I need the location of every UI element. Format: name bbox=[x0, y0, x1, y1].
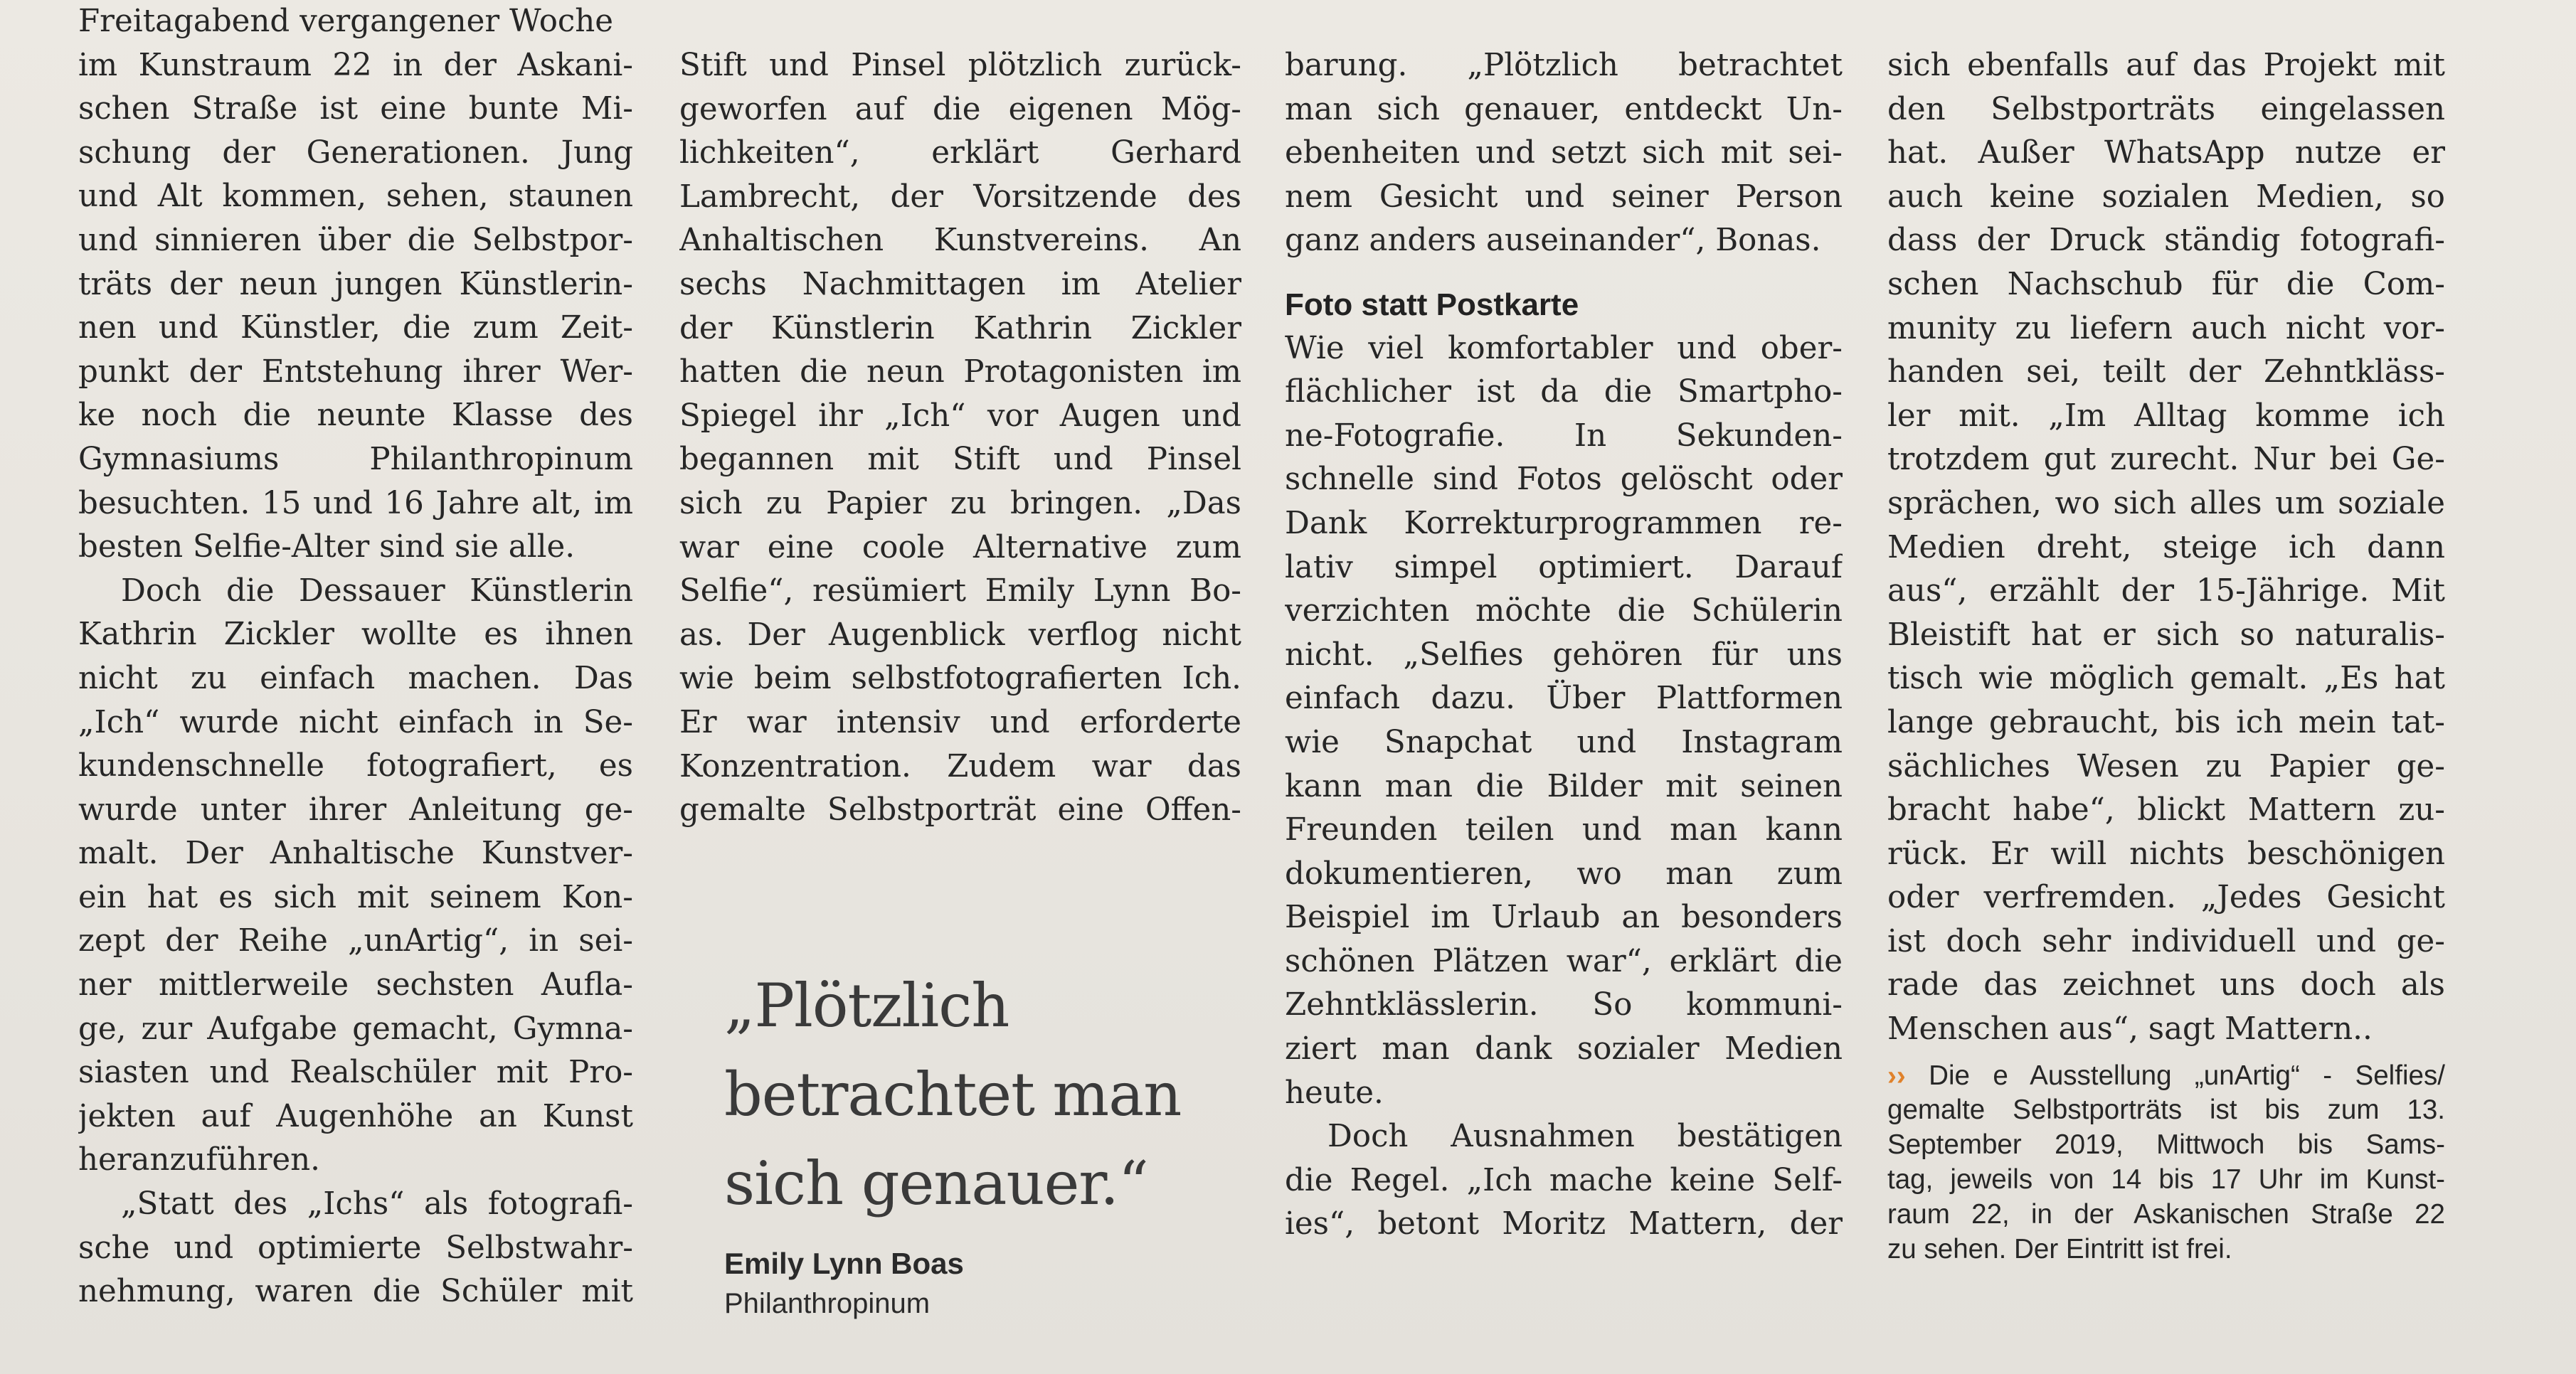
text-line: die Regel. „Ich mache keine Self- bbox=[1285, 1162, 1843, 1198]
text-line: ge, zur Aufgabe gemacht, Gymna- bbox=[78, 1011, 633, 1047]
text-line: lange gebraucht, bis ich mein tat- bbox=[1887, 704, 2445, 740]
text-line: im Kunstraum 22 in der Askani- bbox=[78, 47, 633, 83]
text-line: wie beim selbstfotografierten Ich. bbox=[679, 661, 1241, 697]
text-line: rück. Er will nichts beschönigen bbox=[1887, 836, 2445, 872]
text-line: sprächen, wo sich alles um soziale bbox=[1887, 485, 2445, 521]
text-line: kundenschnelle fotografiert, es bbox=[78, 748, 633, 784]
text-line: trotzdem gut zurecht. Nur bei Ge- bbox=[1887, 442, 2445, 478]
text-line: handen sei, teilt der Zehntkläss- bbox=[1887, 354, 2445, 390]
text-line: sächliches Wesen zu Papier ge- bbox=[1887, 748, 2445, 784]
text-line: Beispiel im Urlaub an besonders bbox=[1285, 900, 1843, 936]
text-line: der Künstlerin Kathrin Zickler bbox=[679, 310, 1241, 346]
text-line: aus“, erzählt der 15-Jährige. Mit bbox=[1887, 573, 2445, 609]
text-line: Gymnasiums Philanthropinum bbox=[78, 441, 633, 477]
info-line: tag, jeweils von 14 bis 17 Uhr im Kunst- bbox=[1887, 1164, 2445, 1195]
info-line: gemalte Selbstporträts ist bis zum 13. bbox=[1887, 1095, 2445, 1126]
article-column-2 bbox=[679, 0, 1241, 833]
article-column-3 bbox=[1285, 0, 1843, 1247]
exhibition-info-box bbox=[1887, 1059, 2445, 1267]
text-line: Selfie“, resümiert Emily Lynn Bo- bbox=[679, 573, 1241, 609]
text-line: sich ebenfalls auf das Projekt mit bbox=[1887, 48, 2445, 83]
text-line: und Alt kommen, sehen, staunen bbox=[78, 179, 633, 215]
text-line: Kathrin Zickler wollte es ihnen bbox=[78, 617, 633, 653]
text-line: ist doch sehr individuell und ge- bbox=[1887, 923, 2445, 959]
text-line: dokumentieren, wo man zum bbox=[1285, 856, 1843, 892]
text-line: siasten und Realschüler mit Pro- bbox=[78, 1055, 633, 1091]
text-line: Doch Ausnahmen bestätigen bbox=[1327, 1119, 1843, 1155]
text-line: Lambrecht, der Vorsitzende des bbox=[679, 179, 1241, 215]
text-line: auch keine sozialen Medien, so bbox=[1887, 179, 2445, 215]
text-line: ke noch die neunte Klasse des bbox=[78, 398, 633, 434]
text-line: verzichten möchte die Schülerin bbox=[1285, 593, 1843, 629]
spacer bbox=[1887, 0, 2445, 44]
pull-quote-line: betrachtet man bbox=[724, 1060, 1182, 1129]
text-line: as. Der Augenblick verflog nicht bbox=[679, 617, 1241, 653]
text-line: oder verfremden. „Jedes Gesicht bbox=[1887, 880, 2445, 916]
text-line: wie Snapchat und Instagram bbox=[1285, 724, 1843, 760]
text-line: besuchten. 15 und 16 Jahre alt, im bbox=[78, 485, 633, 521]
text-line: Menschen aus“, sagt Mattern.. bbox=[1887, 1011, 2373, 1048]
text-line: einfach dazu. Über Plattformen bbox=[1285, 681, 1843, 717]
pull-quote bbox=[724, 962, 1222, 1320]
text-line: ne-Fotografie. In Sekunden- bbox=[1285, 417, 1843, 454]
article-column-1 bbox=[78, 0, 633, 1314]
text-line: nehmung, waren die Schüler mit bbox=[78, 1274, 633, 1310]
text-line: Anhaltischen Kunstvereins. An bbox=[679, 223, 1241, 259]
text-line: Dank Korrekturprogrammen re- bbox=[1285, 505, 1843, 541]
text-line: malt. Der Anhaltische Kunstver- bbox=[78, 836, 633, 872]
text-line: flächlicher ist da die Smartpho- bbox=[1285, 374, 1843, 410]
text-line: war eine coole Alternative zum bbox=[679, 529, 1241, 565]
text-line: heute. bbox=[1285, 1075, 1384, 1111]
spacer bbox=[1285, 263, 1843, 283]
text-line: munity zu liefern auch nicht vor- bbox=[1887, 310, 2445, 346]
text-line: Zehntklässlerin. So kommuni- bbox=[1285, 987, 1843, 1023]
text-line: barung. „Plötzlich betrachtet bbox=[1285, 48, 1843, 83]
pull-quote-line: sich genauer.“ bbox=[724, 1149, 1148, 1218]
text-line: punkt der Entstehung ihrer Wer- bbox=[78, 353, 633, 390]
text-line: ner mittlerweile sechsten Aufla- bbox=[78, 967, 633, 1003]
text-line: den Selbstporträts eingelassen bbox=[1887, 91, 2445, 127]
text-line: nem Gesicht und seiner Person bbox=[1285, 179, 1843, 215]
text-line: sche und optimierte Selbstwahr- bbox=[78, 1230, 633, 1266]
pull-quote-affiliation: Philanthropinum bbox=[724, 1288, 931, 1319]
text-line: schen Nachschub für die Com- bbox=[1887, 266, 2445, 302]
text-line: ies“, betont Moritz Mattern, der bbox=[1285, 1206, 1843, 1242]
article-column-4 bbox=[1887, 0, 2445, 1267]
text-line: rade das zeichnet uns doch als bbox=[1887, 967, 2445, 1003]
pull-quote-author: Emily Lynn Boas bbox=[724, 1247, 964, 1280]
text-line: hat. Außer WhatsApp nutze er bbox=[1887, 135, 2445, 171]
text-line: lativ simpel optimiert. Darauf bbox=[1285, 549, 1843, 585]
info-line: raum 22, in der Askanischen Straße 22 bbox=[1887, 1198, 2445, 1230]
text-line: Spiegel ihr „Ich“ vor Augen und bbox=[679, 398, 1241, 434]
text-line: nicht zu einfach machen. Das bbox=[78, 660, 633, 696]
text-line: tisch wie möglich gemalt. „Es hat bbox=[1887, 661, 2445, 697]
text-line: sechs Nachmittagen im Atelier bbox=[679, 266, 1241, 302]
text-line: nen und Künstler, die zum Zeit- bbox=[78, 310, 633, 346]
text-line: bracht habe“, blickt Mattern zu- bbox=[1887, 792, 2445, 829]
info-line: September 2019, Mittwoch bis Sams- bbox=[1887, 1129, 2445, 1161]
text-line: geworfen auf die eigenen Mög- bbox=[679, 91, 1241, 127]
text-line: hatten die neun Protagonisten im bbox=[679, 354, 1241, 390]
text-line: Stift und Pinsel plötzlich zurück- bbox=[679, 48, 1241, 83]
text-line: zept der Reihe „unArtig“, in sei- bbox=[78, 923, 633, 959]
pull-quote-line: „Plötzlich bbox=[724, 971, 1009, 1040]
text-line: Doch die Dessauer Künstlerin bbox=[121, 572, 633, 609]
text-line: ebenheiten und setzt sich mit sei- bbox=[1285, 135, 1843, 171]
text-line: schen Straße ist eine bunte Mi- bbox=[78, 91, 633, 127]
text-line: träts der neun jungen Künstlerin- bbox=[78, 266, 633, 302]
info-text: Die e Ausstellung „unArtig“ - Selfies/ bbox=[1929, 1060, 2445, 1091]
text-line: gemalte Selbstporträt eine Offen- bbox=[679, 792, 1241, 829]
text-line: Wie viel komfortabler und ober- bbox=[1285, 330, 1843, 366]
text-line: ganz anders auseinander“, Bonas. bbox=[1285, 223, 1821, 259]
text-line: ziert man dank sozialer Medien bbox=[1285, 1031, 1843, 1067]
text-line: kann man die Bilder mit seinen bbox=[1285, 768, 1843, 804]
text-line: Freunden teilen und man kann bbox=[1285, 812, 1843, 848]
text-line: besten Selfie-Alter sind sie alle. bbox=[78, 529, 576, 565]
spacer bbox=[679, 0, 1241, 44]
text-line: nicht. „Selfies gehören für uns bbox=[1285, 637, 1843, 673]
info-line bbox=[1887, 1059, 2445, 1094]
text-line: jekten auf Augenhöhe an Kunst bbox=[78, 1098, 633, 1134]
text-line: ler mit. „Im Alltag komme ich bbox=[1887, 398, 2445, 434]
text-line: wurde unter ihrer Anleitung ge- bbox=[78, 792, 633, 828]
spacer bbox=[1285, 0, 1843, 44]
text-line: man sich genauer, entdeckt Un- bbox=[1285, 91, 1843, 127]
text-line: Freitagabend vergangener Woche bbox=[78, 4, 614, 39]
double-chevron-icon: ›› bbox=[1887, 1060, 1906, 1091]
text-line: schnelle sind Fotos gelöscht oder bbox=[1285, 462, 1843, 498]
info-line: zu sehen. Der Eintritt ist frei. bbox=[1887, 1233, 2232, 1264]
text-line: Medien dreht, steige ich dann bbox=[1887, 529, 2445, 565]
text-line: „Statt des „Ichs“ als fotografi- bbox=[121, 1186, 633, 1223]
text-line: Konzentration. Zudem war das bbox=[679, 748, 1241, 784]
text-line: Bleistift hat er sich so naturalis- bbox=[1887, 617, 2445, 653]
text-line: lichkeiten“, erklärt Gerhard bbox=[679, 135, 1241, 171]
text-line: und sinnieren über die Selbstpor- bbox=[78, 222, 633, 258]
text-line: sich zu Papier zu bringen. „Das bbox=[679, 485, 1241, 521]
text-line: ein hat es sich mit seinem Kon- bbox=[78, 879, 633, 915]
text-line: schönen Plätzen war“, erklärt die bbox=[1285, 943, 1843, 979]
section-subheading: Foto statt Postkarte bbox=[1285, 287, 1579, 322]
text-line: begannen mit Stift und Pinsel bbox=[679, 442, 1241, 478]
text-line: dass der Druck ständig fotografi- bbox=[1887, 223, 2445, 259]
text-line: heranzuführen. bbox=[78, 1142, 320, 1178]
text-line: „Ich“ wurde nicht einfach in Se- bbox=[78, 704, 633, 740]
text-line: Er war intensiv und erforderte bbox=[679, 704, 1241, 740]
text-line: schung der Generationen. Jung bbox=[78, 134, 633, 171]
